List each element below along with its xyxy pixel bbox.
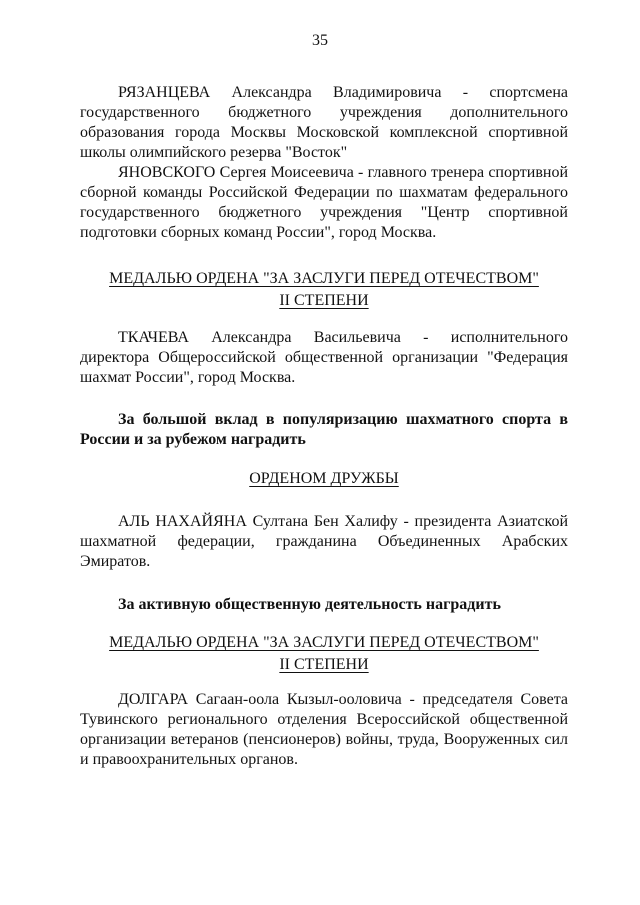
nominee-paragraph-dolgar: ДОЛГАРА Сагаан-оола Кызыл-ооловича - председателя Совета Тувинского регионального отделения Всероссийской общественной организации ветеранов (пенсионеров) войны, труда, Вооруженных сил и правоохранительных органов. xyxy=(80,691,568,768)
award-text-block-3 xyxy=(80,512,568,572)
award-heading-medal-2-line2: II СТЕПЕНИ xyxy=(279,656,369,673)
award-heading-medal-2-line1: МЕДАЛЬЮ ОРДЕНА "ЗА ЗАСЛУГИ ПЕРЕД ОТЕЧЕСТВОМ" xyxy=(109,634,539,651)
award-reason-chess-popularization: За большой вклад в популяризацию шахматного спорта в России и за рубежом наградить xyxy=(80,411,568,448)
award-heading-order-friendship-text: ОРДЕНОМ ДРУЖБЫ xyxy=(249,470,399,487)
nominee-paragraph-ryazantsev: РЯЗАНЦЕВА Александра Владимировича - спортсмена государственного бюджетного учреждения дополнительного образования города Москвы Московской комплексной спортивной школы олимпийского резерва "Восток" xyxy=(80,84,568,161)
award-text-block-4 xyxy=(80,690,568,770)
award-heading-medal-1-line1: МЕДАЛЬЮ ОРДЕНА "ЗА ЗАСЛУГИ ПЕРЕД ОТЕЧЕСТВОМ" xyxy=(109,270,539,287)
award-text-block-2 xyxy=(80,328,568,388)
award-heading-order-friendship xyxy=(80,468,568,490)
award-heading-medal-1-line2: II СТЕПЕНИ xyxy=(279,292,369,309)
award-reason-block-1 xyxy=(80,410,568,450)
award-heading-medal-2 xyxy=(80,632,568,676)
award-heading-medal-1 xyxy=(80,268,568,312)
nominee-paragraph-tkachev: ТКАЧЕВА Александра Васильевича - исполнительного директора Общероссийской общественной организации "Федерация шахмат России", город Москва. xyxy=(80,329,568,386)
page-number: 35 xyxy=(312,32,328,49)
award-reason-public-activity: За активную общественную деятельность наградить xyxy=(118,596,501,613)
award-text-block-1 xyxy=(80,83,568,243)
award-reason-block-2 xyxy=(80,595,568,615)
nominee-paragraph-al-nahayan: АЛЬ НАХАЙЯНА Султана Бен Халифу - президента Азиатской шахматной федерации, гражданина Объединенных Арабских Эмиратов. xyxy=(80,513,568,570)
nominee-paragraph-yanovsky: ЯНОВСКОГО Сергея Моисеевича - главного тренера спортивной сборной команды Российской Федерации по шахматам федерального государственного бюджетного учреждения "Центр спортивной подготовки сборных команд России", город Москва. xyxy=(80,164,568,241)
